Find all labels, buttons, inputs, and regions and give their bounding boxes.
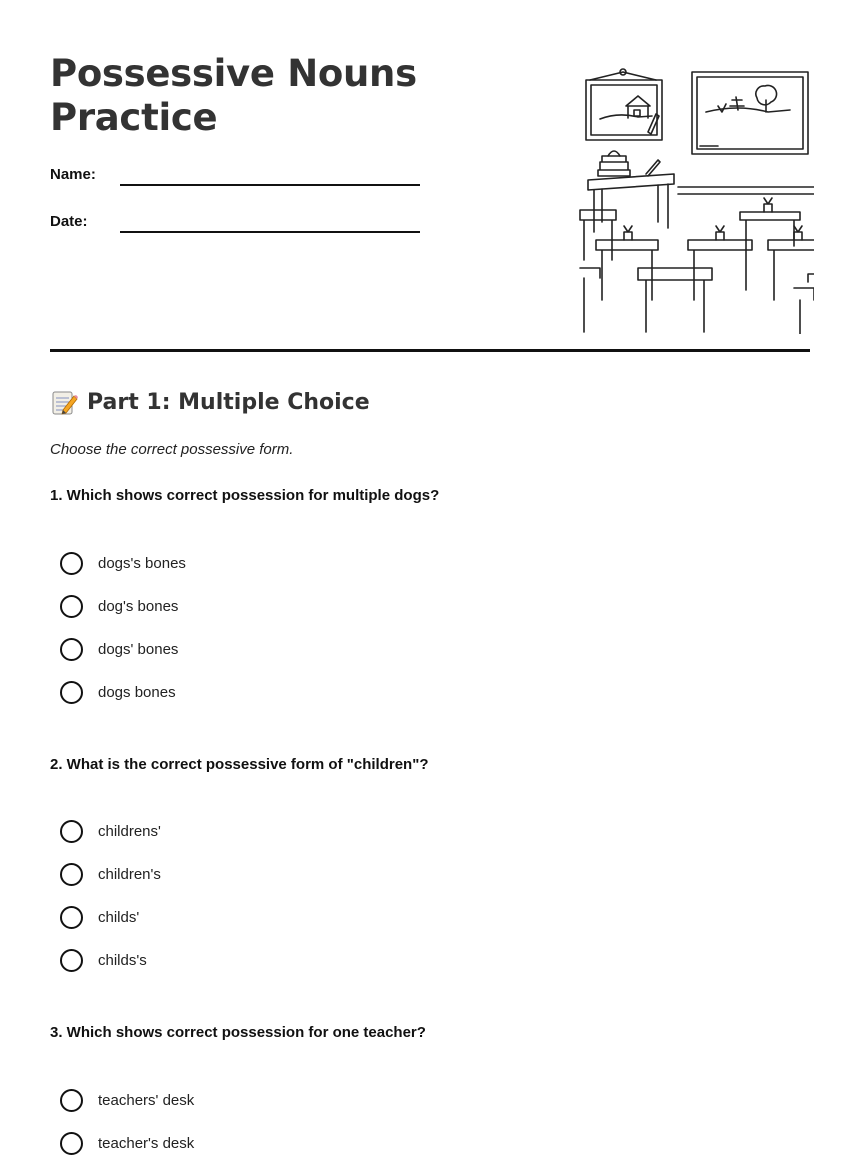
radio-button[interactable] [60,1089,83,1112]
option-label: dogs' bones [98,641,179,658]
answer-option[interactable] [60,896,161,939]
part1-instructions: Choose the correct possessive form. [50,441,294,458]
question-3 [50,1024,810,1152]
answer-options [60,810,161,982]
option-label: dog's bones [98,598,179,615]
radio-button[interactable] [60,638,83,661]
answer-options [60,542,186,714]
question-text: 1. Which shows correct possession for multiple dogs? [50,487,440,504]
option-label: dogs bones [98,684,176,701]
answer-option[interactable] [60,939,161,982]
memo-pencil-icon [50,388,78,416]
radio-button[interactable] [60,595,83,618]
radio-button[interactable] [60,681,83,704]
date-label: Date: [50,213,88,230]
answer-option[interactable] [60,628,186,671]
date-field [50,213,420,230]
question-2 [50,756,810,969]
option-label: teacher's desk [98,1135,195,1152]
classroom-illustration [528,62,814,334]
radio-button[interactable] [60,1132,83,1155]
answer-option[interactable] [60,1122,194,1161]
question-text: 3. Which shows correct possession for one teacher? [50,1024,426,1041]
question-1 [50,487,810,701]
option-label: childs' [98,909,140,926]
answer-option[interactable] [60,853,161,896]
option-label: childrens' [98,823,161,840]
answer-option[interactable] [60,671,186,714]
date-blank-line[interactable] [120,217,420,233]
radio-button[interactable] [60,863,83,886]
radio-button[interactable] [60,949,83,972]
name-blank-line[interactable] [120,170,420,186]
radio-button[interactable] [60,906,83,929]
option-label: teachers' desk [98,1092,195,1109]
part1-heading [50,388,370,416]
radio-button[interactable] [60,820,83,843]
part1-title: Part 1: Multiple Choice [87,389,370,415]
answer-option[interactable] [60,810,161,853]
answer-options [60,1079,194,1161]
answer-option[interactable] [60,542,186,585]
question-text: 2. What is the correct possessive form of "children"? [50,756,429,773]
option-label: childs's [98,952,147,969]
name-field [50,166,420,183]
answer-option[interactable] [60,1079,194,1122]
page-title: Possessive Nouns Practice [50,52,417,139]
radio-button[interactable] [60,552,83,575]
worksheet-header [50,52,810,334]
option-label: dogs's bones [98,555,186,572]
header-divider [50,349,810,352]
name-label: Name: [50,166,96,183]
option-label: children's [98,866,161,883]
answer-option[interactable] [60,585,186,628]
